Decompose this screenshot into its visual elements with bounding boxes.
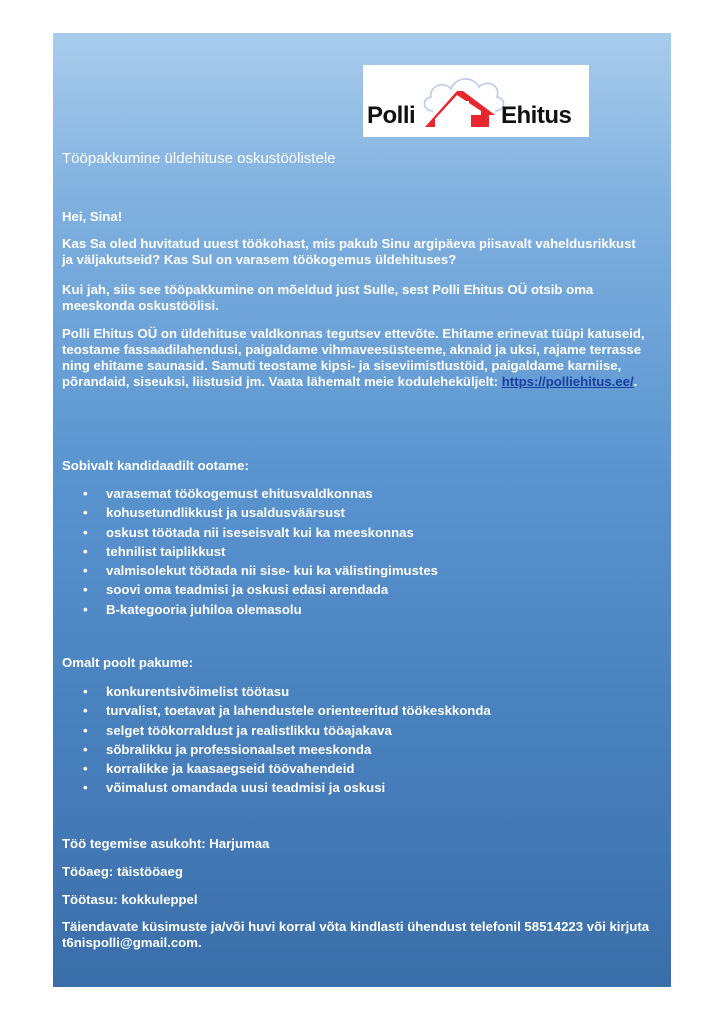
bullet-icon: • (83, 722, 88, 738)
list-item-text: sõbralikku ja professionaalset meeskonda (106, 741, 372, 757)
list-item (83, 759, 491, 778)
bullet-icon: • (83, 563, 88, 579)
requirements-heading: Sobivalt kandidaadilt ootame: (62, 458, 249, 473)
list-item-text: konkurentsivõimelist töötasu (106, 684, 290, 699)
bullet-icon: • (83, 505, 88, 521)
bullet-icon: • (83, 486, 88, 501)
list-item (83, 740, 491, 759)
list-item (83, 600, 438, 619)
website-link[interactable]: https://polliehitus.ee/ (501, 374, 634, 389)
list-item-text: kohusetundlikkust ja usaldusväärsust (106, 505, 345, 521)
list-item-text: korralikke ja kaasaegseid töövahendeid (106, 761, 355, 777)
logo-word-polli: Polli (367, 102, 416, 129)
list-item (83, 523, 438, 542)
bullet-icon: • (83, 761, 88, 777)
list-item-text: oskust töötada nii iseseisvalt kui ka meeskonnas (106, 524, 414, 540)
greeting: Hei, Sina! (62, 209, 123, 224)
bullet-icon: • (83, 684, 88, 699)
bullet-icon: • (83, 543, 88, 559)
list-item (83, 484, 438, 503)
company-paragraph (62, 326, 650, 390)
bullet-icon: • (83, 741, 88, 757)
list-item-text: varasemat töökogemust ehitusvaldkonnas (106, 486, 373, 501)
list-item (83, 682, 491, 701)
list-item-text: selget töökorraldust ja realistlikku tööajakava (106, 722, 392, 738)
intro-paragraph: Kas Sa oled huvitatud uuest töökohast, mis pakub Sinu argipäeva piisavalt vaheldusrikkust ja väljakutseid? Kas Sul on varasem töökogemus üldehituses? (62, 236, 636, 267)
list-item (83, 542, 438, 561)
bullet-icon: • (83, 703, 88, 719)
company-text-end: . (633, 374, 638, 389)
bullet-icon: • (83, 780, 88, 796)
company-description: Polli Ehitus OÜ on üldehituse valdkonnas tegutsev ettevõte. Ehitame erinevat tüüpi katuseid, teostame fassaadilahendusi, paigaldame vihmaveesüsteeme, aknaid ja uksi, rajame terrasse ning ehitame saunasid. Samuti teostame kipsi- ja siseviimistlustöid, paigaldame karniise, põrandaid, siseuksi, liistusid jm. Vaata lähemalt meie koduleheküljelt: (62, 326, 645, 389)
list-item (83, 778, 491, 797)
list-item-text: valmisolekut töötada nii sise- kui ka välistingimustes (106, 563, 438, 579)
list-item-text: B-kategooria juhiloa olemasolu (106, 601, 302, 617)
work-location: Töö tegemise asukoht: Harjumaa (62, 836, 270, 851)
page-title: Tööpakkumine üldehituse oskustöölistele (62, 150, 336, 167)
list-item-text: soovi oma teadmisi ja oskusi edasi arendada (106, 582, 389, 598)
list-item (83, 503, 438, 522)
list-item (83, 721, 491, 740)
contact-paragraph: Täiendavate küsimuste ja/või huvi korral võta kindlasti ühendust telefonil 58514223 või kirjuta t6nispolli@gmail.com. (62, 919, 650, 950)
list-item-text: tehnilist taiplikkust (106, 543, 226, 559)
benefits-heading: Omalt poolt pakume: (62, 655, 194, 670)
list-item-text: turvalist, toetavat ja lahendustele orienteeritud töökeskkonda (106, 703, 491, 719)
bullet-icon: • (83, 582, 88, 598)
salary: Töötasu: kokkuleppel (62, 892, 198, 907)
list-item (83, 561, 438, 580)
offer-paragraph: Kui jah, siis see tööpakkumine on mõeldud just Sulle, sest Polli Ehitus OÜ otsib oma meeskonda oskustöölisi. (62, 282, 594, 313)
working-time: Tööaeg: täistööaeg (62, 864, 183, 879)
benefits-list (83, 682, 491, 798)
bullet-icon: • (83, 601, 88, 617)
logo-word-ehitus: Ehitus (501, 102, 572, 129)
list-item (83, 580, 438, 599)
list-item (83, 701, 491, 720)
job-advert-page (53, 33, 671, 987)
polli-ehitus-logo (363, 65, 589, 137)
list-item-text: võimalust omandada uusi teadmisi ja oskusi (106, 780, 386, 796)
bullet-icon: • (83, 524, 88, 540)
requirements-list (83, 484, 438, 619)
